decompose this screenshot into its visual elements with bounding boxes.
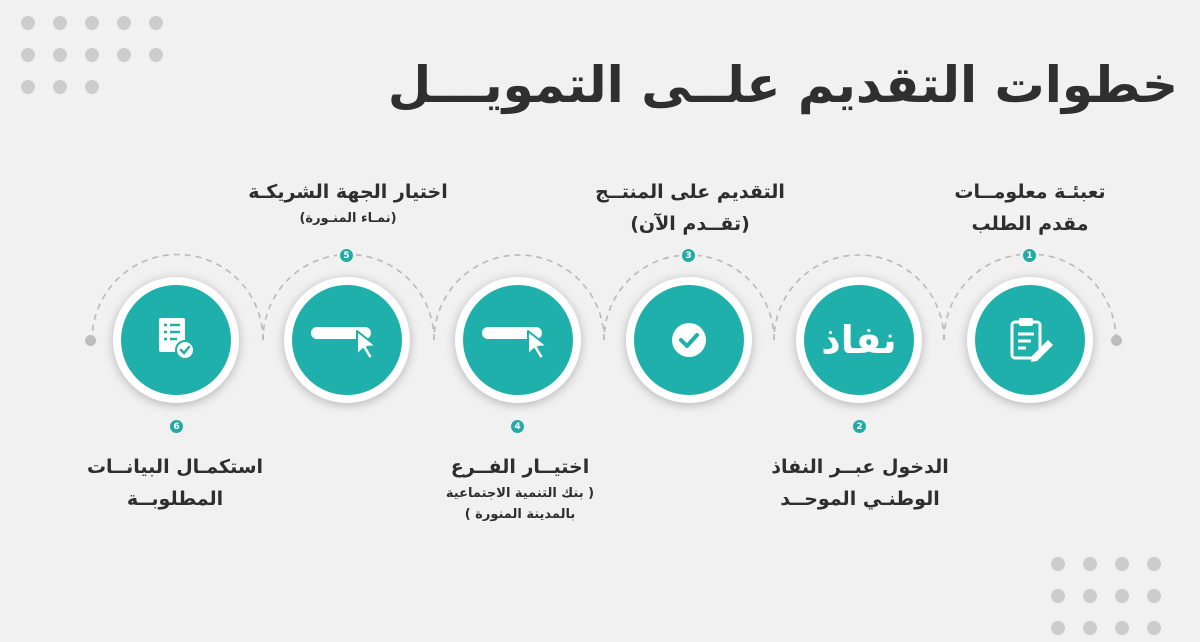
step-1-label [930, 176, 1130, 240]
step-2-number-badge: 2 [853, 420, 866, 433]
step-3-circle [626, 277, 752, 403]
check-circle-icon [664, 315, 714, 365]
clipboard-edit-icon [1002, 312, 1058, 368]
step-2-label [760, 451, 960, 515]
step-2-circle [796, 277, 922, 403]
step-3-line-1: التقديم على المنتــج [595, 181, 785, 203]
step-3-label [590, 176, 790, 240]
step-6-line-1: استكمـال البيانــات [86, 456, 264, 478]
step-5-sub-1: (نمـاء المنـورة) [299, 211, 397, 226]
step-4-sub-2: بالمدينة المنورة ) [464, 507, 576, 522]
track-end-dot [1111, 335, 1122, 346]
step-3-number-badge: 3 [682, 249, 695, 262]
step-4-sub-1: ( بنك التنمية الاجتماعية [445, 486, 595, 501]
step-6-line-2: المطلوبــة [126, 488, 224, 510]
step-2-line-2: الوطنـي الموحــد [780, 488, 940, 510]
step-5-label [238, 176, 458, 229]
step-5-circle [284, 277, 410, 403]
step-4-line-1: اختيــار الفــرع [450, 456, 590, 478]
step-3-line-2: (تقــدم الآن) [630, 213, 750, 235]
cursor-click-button-icon [478, 315, 558, 365]
step-4-label [420, 451, 620, 525]
track-start-dot [85, 335, 96, 346]
step-6-circle [113, 277, 239, 403]
cursor-click-button-icon [307, 315, 387, 365]
step-4-number-badge: 4 [511, 420, 524, 433]
step-1-line-2: مقدم الطلب [971, 213, 1089, 235]
step-4-circle [455, 277, 581, 403]
step-6-label [75, 451, 275, 515]
step-1-number-badge: 1 [1023, 249, 1036, 262]
document-check-icon [151, 312, 201, 368]
step-5-line-1: اختيار الجهة الشريكـة [248, 181, 448, 203]
step-1-circle [967, 277, 1093, 403]
nafath-logo: نفاذ [821, 318, 897, 362]
step-1-line-1: تعبئـة معلومــات [954, 181, 1106, 203]
step-5-number-badge: 5 [340, 249, 353, 262]
step-6-number-badge: 6 [170, 420, 183, 433]
page-title: خطوات التقديم علــى التمويـــل [387, 55, 1178, 114]
step-2-line-1: الدخول عبــر النفاذ [771, 456, 949, 478]
